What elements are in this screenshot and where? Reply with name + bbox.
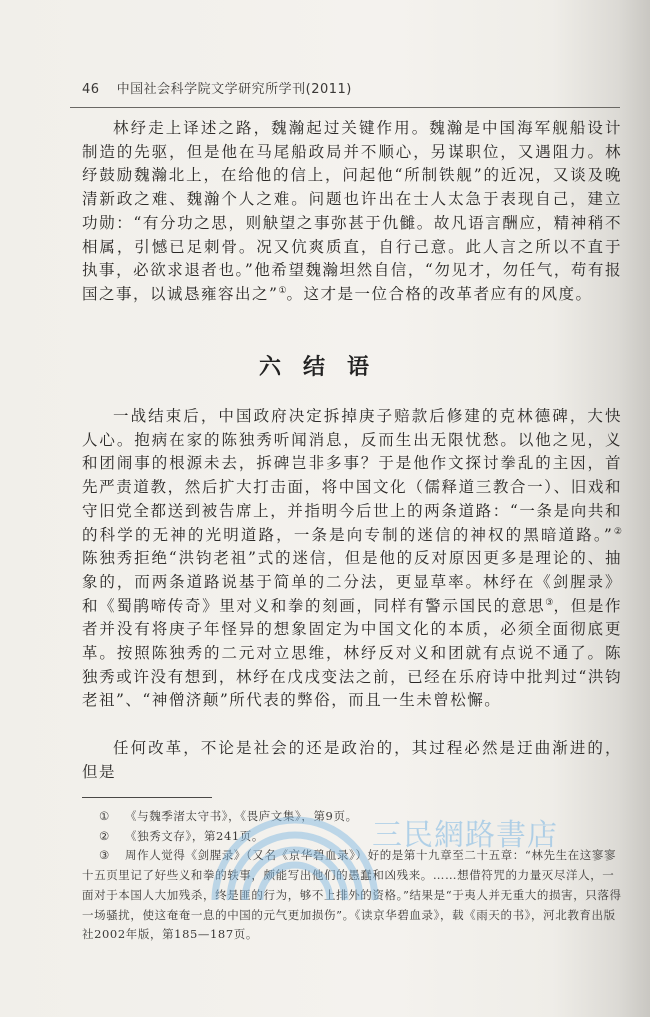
footnote-ref-2[interactable]: ② <box>613 526 622 537</box>
footnote-ref-1[interactable]: ① <box>278 285 287 296</box>
footnote-rule <box>82 797 212 798</box>
page-number: 46 <box>82 82 100 97</box>
footnote-ref-3[interactable]: ③ <box>545 597 554 608</box>
footnotes <box>82 807 622 945</box>
paragraph: 任何改革，不论是社会的还是政治的，其过程必然是迂曲渐进的，但是 <box>82 739 622 781</box>
paragraph-chen-duxiu <box>82 405 622 713</box>
footnote-1 <box>82 807 622 827</box>
footnote-marker: ② <box>99 828 110 843</box>
paragraph-weihan <box>82 117 622 307</box>
section-title: 六结语 <box>258 355 391 380</box>
journal-title: 中国社会科学院文学研究所学刊(2011) <box>116 82 352 97</box>
paragraph-text: 。这才是一位合格的改革者应有的风度。 <box>286 284 593 303</box>
footnote-marker: ① <box>99 809 110 823</box>
footnote-3 <box>82 846 622 945</box>
header-rule <box>70 107 620 108</box>
paragraph-reform <box>82 737 622 784</box>
watermark-text: 三民網路書店 <box>372 818 558 853</box>
paragraph-text: ，但是作者并没有将庚子年怪异的想象固定为中国文化的本质，必须全面彻底更革。按照陈独秀的二元对立思维，林纾反对义和团就有点说不通了。陈独秀或许没有想到，林纾在戊戌变法之前，已经在乐府诗中批判过“洪钧老祖”、“神僧济颠”所代表的弊俗，而且一生未曾松懈。 <box>82 596 622 710</box>
footnote-text: 《独秀文存》，第241页。 <box>125 828 264 843</box>
paragraph-text: 陈独秀拒绝“洪钧老祖”式的迷信，但是他的反对原因更多是理论的、抽象的，而两条道路说基于简单的二分法，更显草率。林纾在《剑腥录》和《蜀鹃啼传奇》里对义和拳的刻画，同样有警示国民的意思 <box>82 549 622 615</box>
paragraph <box>82 117 622 307</box>
paragraph-text: 一战结束后，中国政府决定拆掉庚子赔款后修建的克林德碑，大快人心。抱病在家的陈独秀听闻消息，反而生出无限忧愁。以他之见，义和团闹事的根源未去，拆碑岂非多事？于是他作文探讨拳乱的主因，首先严责道教，然后扩大打击面，将中国文化（儒释道三教合一）、旧戏和守旧党全都送到被告席上，并指明今后世上的两条道路：“一条是向共和的科学的无神的光明道路，一条是向专制的迷信的神权的黑暗道路。” <box>82 407 622 544</box>
running-head <box>82 78 352 97</box>
paragraph-text: 林纾走上译述之路，魏瀚起过关键作用。魏瀚是中国海军舰船设计制造的先驱，但是他在马尾船政局并不顺心，另谋职位，又遇阻力。林纾鼓励魏瀚北上，在给他的信上，问起他“所制铁舰”的近况，又谈及晚清新政之难、魏瀚个人之难。问题也许出在士人太急于表现自己，建立功勋：“有分功之思，则觖望之事弥甚于仇雠。故凡语言酬应，精神稍不相属，引憾已足刺骨。况又伉爽质直，自行己意。此人言之所以不直于执事，必欲求退者也。”他希望魏瀚坦然自信，“勿见才，勿任气，苟有报国之事，以诚恳雍容出之” <box>82 119 622 303</box>
footnote-text: 《与魏季渚太守书》，《畏庐文集》，第9页。 <box>125 809 358 823</box>
footnote-2 <box>82 827 622 847</box>
footnote-marker: ③ <box>99 848 110 863</box>
paragraph <box>82 405 622 713</box>
footnote-text: 周作人觉得《剑腥录》（又名《京华碧血录》）好的是第十九章至二十五章：“林先生在这寥寥十五页里记了好些义和拳的轶事，颇能写出他们的愚蠢和凶残来。……想借符咒的力量灭尽洋人，一面对于本国人大加残杀，终是匪的行为，够不上排外的资格。”结果是“于夷人并无重大的损害，只落得一场骚扰，使这奄奄一息的中国的元气更加损伤”。《读京华碧血录》，载《雨天的书》，河北教育出版社2002年版，第185—187页。 <box>82 848 622 942</box>
